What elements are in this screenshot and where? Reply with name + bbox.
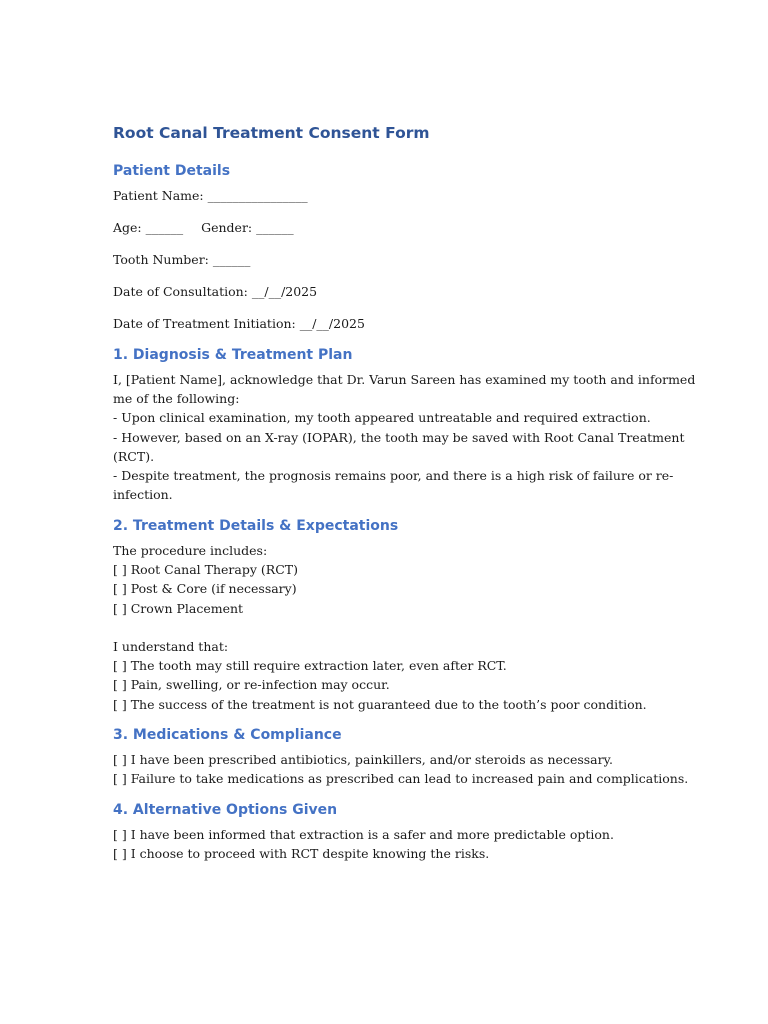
- treatment-heading: 2. Treatment Details & Expectations: [113, 518, 399, 534]
- document-title: Root Canal Treatment Consent Form: [113, 124, 430, 142]
- diagnosis-item: (RCT).: [113, 448, 155, 464]
- understanding-checkbox-item: [ ] The success of the treatment is not guaranteed due to the tooth’s poor condition.: [113, 696, 647, 712]
- diagnosis-item: - Despite treatment, the prognosis remains poor, and there is a high risk of failure or re-: [113, 468, 674, 484]
- understand-intro: I understand that:: [113, 639, 229, 654]
- treatment-date-field: Date of Treatment Initiation: __/__/2025: [113, 316, 365, 331]
- procedure-intro: The procedure includes:: [113, 543, 268, 558]
- diagnosis-section: [113, 346, 696, 504]
- alternative-checkbox-item: [ ] I have been informed that extraction is a safer and more predictable option.: [113, 827, 614, 842]
- diagnosis-item: - Upon clinical examination, my tooth appeared untreatable and required extraction.: [113, 410, 651, 426]
- patient-details-heading: Patient Details: [113, 163, 231, 179]
- procedure-checkbox-item: [ ] Root Canal Therapy (RCT): [113, 562, 298, 578]
- blank-line: [113, 618, 673, 637]
- alternatives-section: [113, 801, 673, 863]
- consultation-date-field: Date of Consultation: __/__/2025: [113, 284, 318, 299]
- patient-details-section: [113, 162, 673, 333]
- age-field: Age: ______: [113, 220, 184, 235]
- patient-name-field: Patient Name: ________________: [113, 188, 308, 203]
- diagnosis-intro-line: I, [Patient Name], acknowledge that Dr. Varun Sareen has examined my tooth and informed: [113, 372, 696, 387]
- gender-field: Gender: ______: [201, 220, 294, 235]
- diagnosis-heading: 1. Diagnosis & Treatment Plan: [113, 347, 353, 363]
- treatment-section: [113, 517, 673, 714]
- medications-heading: 3. Medications & Compliance: [113, 727, 342, 743]
- medication-checkbox-item: [ ] Failure to take medications as prescribed can lead to increased pain and complications.: [113, 771, 689, 787]
- diagnosis-item: - However, based on an X-ray (IOPAR), the tooth may be saved with Root Canal Treatment: [113, 429, 685, 445]
- understanding-checkbox-item: [ ] Pain, swelling, or re-infection may occur.: [113, 677, 390, 693]
- procedure-checkbox-item: [ ] Crown Placement: [113, 600, 244, 616]
- tooth-number-field: Tooth Number: ______: [113, 252, 251, 267]
- procedure-checkbox-item: [ ] Post & Core (if necessary): [113, 581, 297, 597]
- alternative-checkbox-item: [ ] I choose to proceed with RCT despite knowing the risks.: [113, 846, 490, 862]
- diagnosis-intro-line: me of the following:: [113, 391, 240, 407]
- age-gender-row: [113, 218, 673, 237]
- understanding-checkbox-item: [ ] The tooth may still require extraction later, even after RCT.: [113, 658, 507, 674]
- diagnosis-item: infection.: [113, 487, 173, 503]
- medication-checkbox-item: [ ] I have been prescribed antibiotics, painkillers, and/or steroids as necessary.: [113, 752, 613, 767]
- alternatives-heading: 4. Alternative Options Given: [113, 802, 338, 818]
- medications-section: [113, 726, 689, 788]
